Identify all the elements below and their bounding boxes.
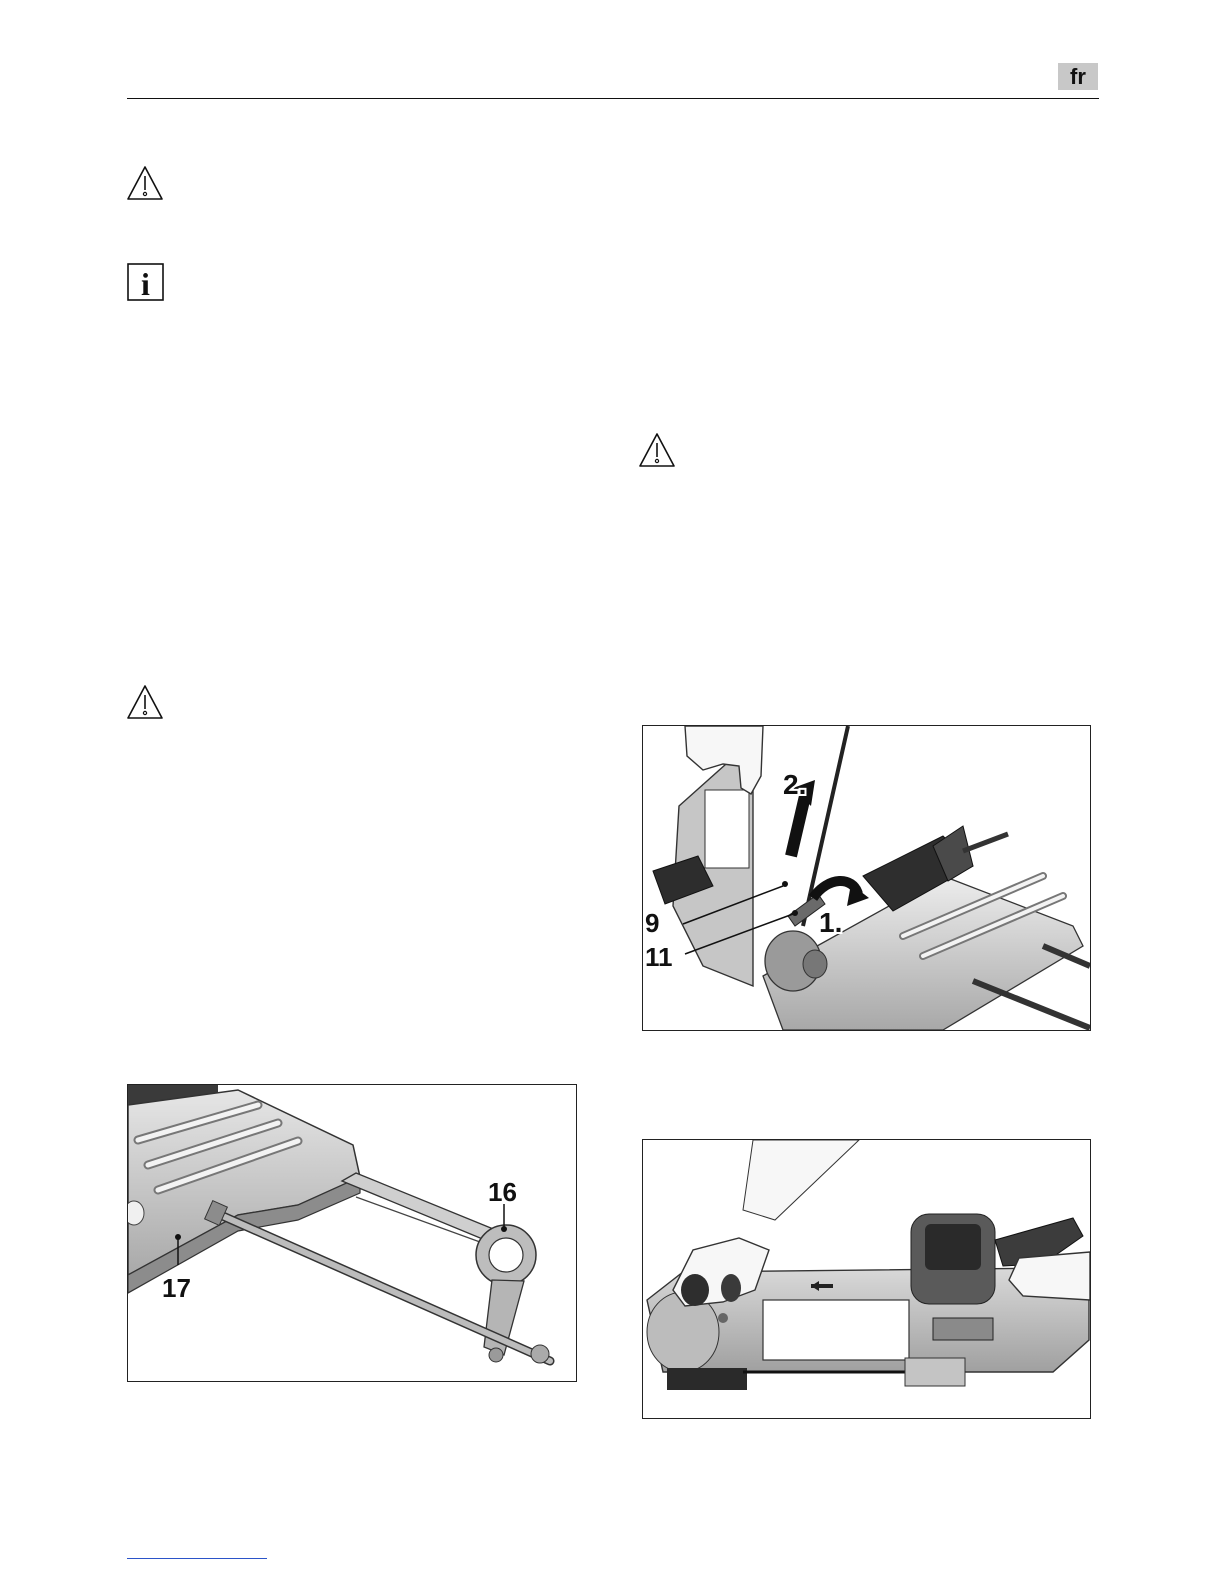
figure-blade-tension-lever (642, 725, 1091, 1031)
info-icon (127, 263, 164, 301)
figure-holding-saw (642, 1139, 1091, 1419)
svg-text:i: i (141, 266, 150, 301)
header-rule (127, 98, 1099, 99)
warning-icon (126, 165, 164, 201)
figure-saw-base-bracket (127, 1084, 577, 1382)
callout-9: 9 (645, 908, 660, 938)
callout-17: 17 (162, 1273, 191, 1303)
callout-16: 16 (488, 1177, 517, 1207)
footer-link-rule (127, 1558, 267, 1559)
language-badge: fr (1058, 63, 1098, 90)
step-2-label: 2. (783, 769, 807, 800)
warning-icon (638, 432, 676, 468)
warning-icon (126, 684, 164, 720)
callout-11: 11 (645, 942, 673, 972)
step-1-label: 1. (819, 907, 843, 938)
